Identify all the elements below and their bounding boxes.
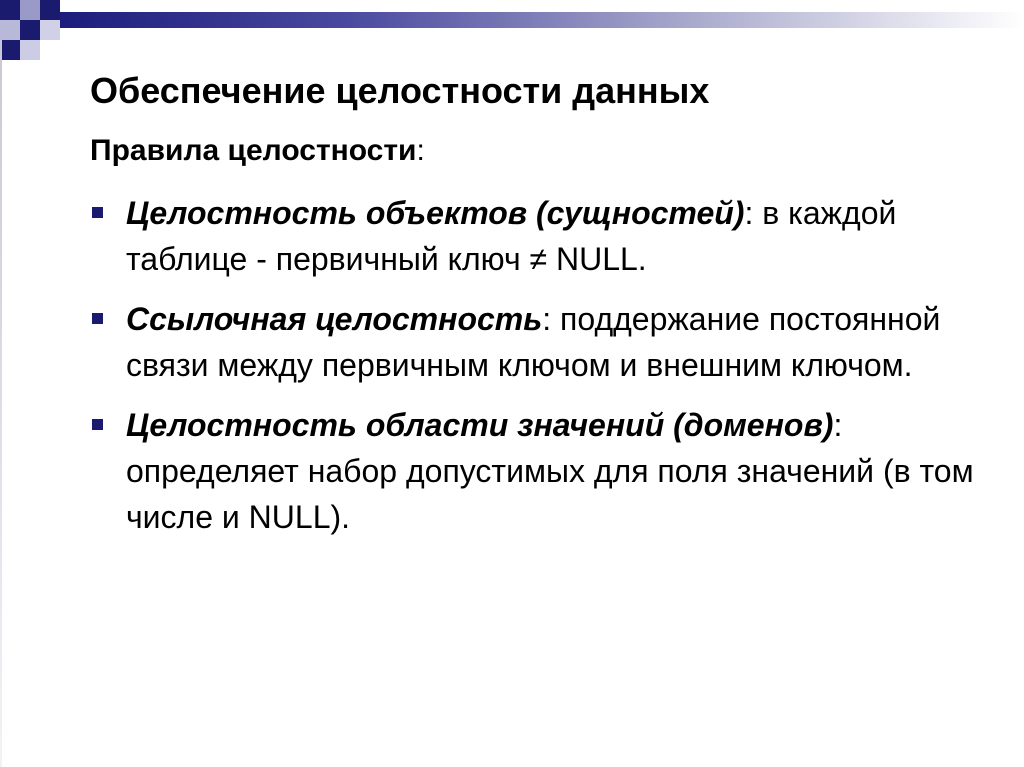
bullet-term: Целостность объектов (сущностей): [126, 195, 745, 231]
subtitle-bold: Правила целостности: [90, 134, 417, 167]
bullet-item: [86, 296, 986, 388]
square-bullet-icon: [92, 207, 103, 218]
subtitle-rest: :: [416, 134, 425, 167]
slide-subtitle: [90, 134, 425, 168]
bullet-text: : в каждой таблице - первичный ключ ≠ NULL.: [126, 195, 897, 277]
square-bullet-icon: [92, 313, 103, 324]
bullet-item: [86, 402, 986, 540]
bullet-list: [86, 190, 986, 554]
slide-title: Обеспечение целостности данных: [90, 70, 710, 111]
bullet-term: Целостность области значений (доменов): [126, 407, 834, 443]
bullet-text: : поддержание постоянной связи между первичным ключом и внешним ключом.: [126, 301, 941, 383]
bullet-text: : определяет набор допустимых для поля значений (в том числе и NULL).: [126, 407, 974, 535]
left-edge-rule: [0, 40, 2, 767]
square-bullet-icon: [92, 419, 103, 430]
bullet-term: Ссылочная целостность: [126, 301, 543, 337]
checkered-corner-decoration: [0, 0, 80, 70]
header-gradient-bar: [60, 12, 1024, 28]
bullet-item: [86, 190, 986, 282]
